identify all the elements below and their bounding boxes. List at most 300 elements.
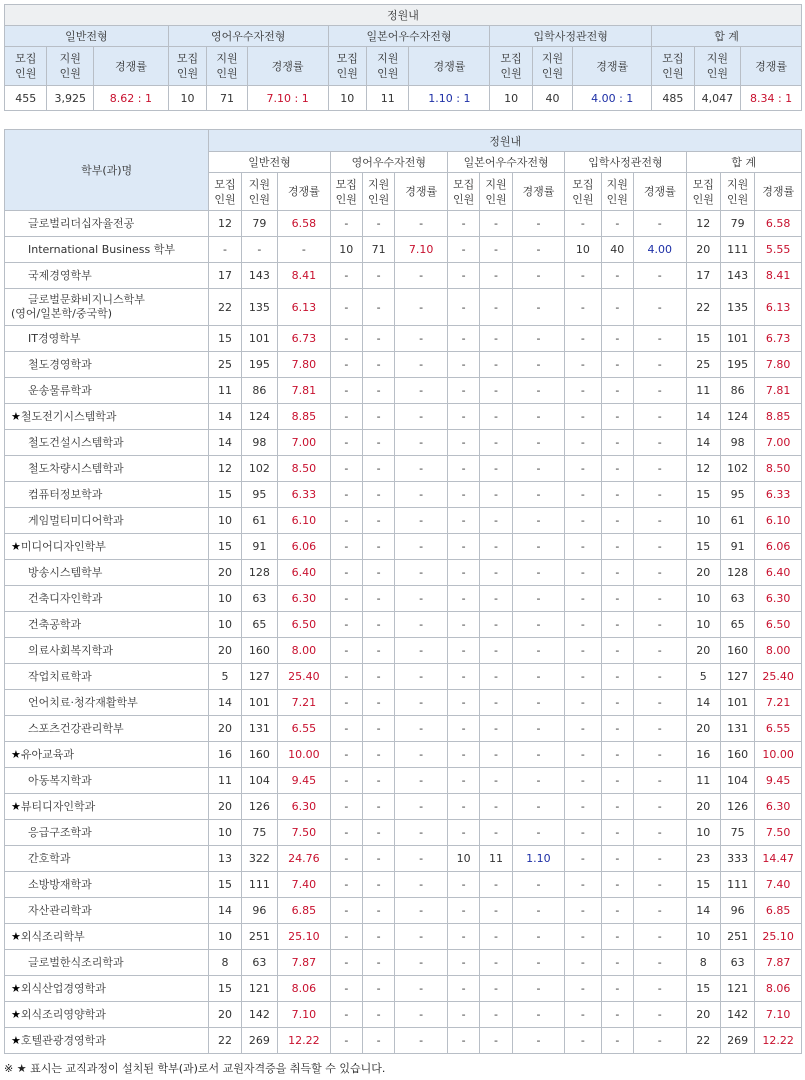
data-cell: - <box>480 820 512 846</box>
data-cell: 14 <box>209 690 241 716</box>
data-cell: - <box>480 430 512 456</box>
data-cell: - <box>512 742 565 768</box>
data-cell: - <box>633 716 686 742</box>
data-cell: - <box>362 820 394 846</box>
data-cell: 160 <box>241 742 277 768</box>
data-cell: - <box>447 924 479 950</box>
data-cell: - <box>395 820 448 846</box>
data-cell: 14 <box>686 690 720 716</box>
data-cell: 5.55 <box>755 237 802 263</box>
data-cell: - <box>395 534 448 560</box>
summary-col-header: 모집 인원 <box>328 47 366 86</box>
data-cell: - <box>395 263 448 289</box>
data-cell: - <box>362 898 394 924</box>
data-cell: 322 <box>241 846 277 872</box>
data-cell: - <box>395 690 448 716</box>
data-cell: - <box>633 560 686 586</box>
data-cell: 6.13 <box>755 289 802 326</box>
data-cell: - <box>330 534 362 560</box>
table-row <box>5 690 802 716</box>
data-cell: - <box>447 898 479 924</box>
data-cell: - <box>480 326 512 352</box>
data-cell: 6.85 <box>278 898 331 924</box>
table-row <box>5 430 802 456</box>
data-cell: - <box>480 404 512 430</box>
data-cell: - <box>330 690 362 716</box>
data-cell: 6.73 <box>278 326 331 352</box>
data-cell: 75 <box>720 820 754 846</box>
data-cell: - <box>447 211 479 237</box>
data-cell: 24.76 <box>278 846 331 872</box>
data-cell: 11 <box>209 378 241 404</box>
data-cell: - <box>601 716 633 742</box>
summary-recruit-cell: 10 <box>168 86 206 111</box>
dept-name-cell: ★외식산업경영학과 <box>5 976 209 1002</box>
detail-title: 정원내 <box>209 130 802 152</box>
data-cell: - <box>480 898 512 924</box>
data-cell: 8 <box>209 950 241 976</box>
data-cell: - <box>330 404 362 430</box>
data-cell: 10 <box>686 508 720 534</box>
data-cell: 160 <box>241 638 277 664</box>
data-cell: - <box>512 768 565 794</box>
data-cell: - <box>601 404 633 430</box>
data-cell: - <box>447 534 479 560</box>
data-cell: 10 <box>330 237 362 263</box>
data-cell: - <box>633 950 686 976</box>
detail-group-header: 일반전형 <box>209 152 330 173</box>
data-cell: - <box>447 482 479 508</box>
data-cell: - <box>362 263 394 289</box>
data-cell: - <box>565 1002 601 1028</box>
data-cell: - <box>480 716 512 742</box>
data-cell: - <box>565 211 601 237</box>
data-cell: - <box>601 846 633 872</box>
data-cell: - <box>601 352 633 378</box>
data-cell: 14.47 <box>755 846 802 872</box>
data-cell: - <box>362 638 394 664</box>
data-cell: 251 <box>241 924 277 950</box>
data-cell: - <box>633 404 686 430</box>
dept-header: 학부(과)명 <box>5 130 209 211</box>
data-cell: - <box>601 378 633 404</box>
data-cell: - <box>601 924 633 950</box>
data-cell: - <box>395 612 448 638</box>
data-cell: 9.45 <box>755 768 802 794</box>
data-cell: - <box>565 950 601 976</box>
data-cell: - <box>362 482 394 508</box>
star-icon: ★ <box>11 1033 21 1047</box>
data-cell: - <box>330 326 362 352</box>
data-cell: - <box>480 378 512 404</box>
table-row <box>5 289 802 326</box>
summary-col-header: 지원 인원 <box>207 47 247 86</box>
data-cell: 6.10 <box>278 508 331 534</box>
data-cell: 8.06 <box>755 976 802 1002</box>
data-cell: 11 <box>209 768 241 794</box>
data-cell: - <box>512 352 565 378</box>
data-cell: 14 <box>209 898 241 924</box>
data-cell: - <box>601 586 633 612</box>
data-cell: 4.00 <box>633 237 686 263</box>
data-cell: - <box>447 237 479 263</box>
table-row <box>5 950 802 976</box>
data-cell: - <box>633 508 686 534</box>
data-cell: 127 <box>241 664 277 690</box>
data-cell: 91 <box>241 534 277 560</box>
data-cell: - <box>447 1002 479 1028</box>
data-cell: - <box>480 768 512 794</box>
data-cell: - <box>480 924 512 950</box>
data-cell: - <box>512 378 565 404</box>
data-cell: 11 <box>686 378 720 404</box>
data-cell: 195 <box>720 352 754 378</box>
data-cell: 101 <box>241 690 277 716</box>
detail-group-header: 입학사정관전형 <box>565 152 686 173</box>
data-cell: 10 <box>565 237 601 263</box>
data-cell: 7.40 <box>755 872 802 898</box>
data-cell: - <box>565 664 601 690</box>
data-cell: 10 <box>686 924 720 950</box>
data-cell: - <box>362 430 394 456</box>
data-cell: 104 <box>241 768 277 794</box>
data-cell: - <box>447 404 479 430</box>
data-cell: 75 <box>241 820 277 846</box>
data-cell: - <box>565 976 601 1002</box>
data-cell: - <box>480 794 512 820</box>
table-row <box>5 742 802 768</box>
data-cell: - <box>565 560 601 586</box>
data-cell: - <box>565 638 601 664</box>
data-cell: 160 <box>720 742 754 768</box>
data-cell: 10 <box>686 586 720 612</box>
data-cell: 23 <box>686 846 720 872</box>
data-cell: - <box>241 237 277 263</box>
data-cell: 15 <box>686 976 720 1002</box>
data-cell: 65 <box>241 612 277 638</box>
data-cell: - <box>512 560 565 586</box>
data-cell: - <box>447 950 479 976</box>
data-cell: - <box>330 976 362 1002</box>
data-cell: 16 <box>209 742 241 768</box>
dept-name-cell: 건축공학과 <box>5 612 209 638</box>
data-cell: - <box>565 534 601 560</box>
data-cell: 20 <box>686 638 720 664</box>
data-cell: - <box>447 638 479 664</box>
data-cell: - <box>395 1028 448 1054</box>
detail-col-header: 지원 인원 <box>601 173 633 211</box>
data-cell: - <box>330 742 362 768</box>
data-cell: - <box>601 898 633 924</box>
data-cell: 14 <box>209 404 241 430</box>
data-cell: - <box>362 690 394 716</box>
data-cell: - <box>362 211 394 237</box>
footnote: ※ ★ 표시는 교직과정이 설치된 학부(과)로서 교원자격증을 취득할 수 있습니다. <box>4 1062 386 1075</box>
data-cell: 8.41 <box>755 263 802 289</box>
data-cell: - <box>601 1028 633 1054</box>
data-cell: - <box>601 326 633 352</box>
dept-name-cell: 아동복지학과 <box>5 768 209 794</box>
dept-name-cell: 건축디자인학과 <box>5 586 209 612</box>
detail-col-header: 경쟁률 <box>755 173 802 211</box>
data-cell: - <box>330 794 362 820</box>
data-cell: 7.10 <box>278 1002 331 1028</box>
data-cell: - <box>395 211 448 237</box>
data-cell: - <box>447 352 479 378</box>
detail-group-header: 영어우수자전형 <box>330 152 447 173</box>
data-cell: - <box>447 430 479 456</box>
data-cell: 15 <box>209 534 241 560</box>
data-cell: - <box>330 820 362 846</box>
dept-name-cell: ★외식조리영양학과 <box>5 1002 209 1028</box>
table-row <box>5 560 802 586</box>
data-cell: - <box>601 664 633 690</box>
data-cell: - <box>480 1028 512 1054</box>
data-cell: 6.10 <box>755 508 802 534</box>
data-cell: - <box>633 482 686 508</box>
data-cell: - <box>512 794 565 820</box>
data-cell: - <box>633 289 686 326</box>
data-cell: 15 <box>686 326 720 352</box>
data-cell: 17 <box>209 263 241 289</box>
data-cell: 124 <box>241 404 277 430</box>
data-cell: - <box>447 289 479 326</box>
data-cell: - <box>330 716 362 742</box>
data-cell: - <box>512 237 565 263</box>
star-icon: ★ <box>11 981 21 995</box>
data-cell: 143 <box>720 263 754 289</box>
summary-ratio-cell: 4.00 : 1 <box>573 86 652 111</box>
dept-name-cell: 철도차량시스템학과 <box>5 456 209 482</box>
data-cell: - <box>362 1028 394 1054</box>
data-cell: - <box>601 482 633 508</box>
data-cell: - <box>601 289 633 326</box>
data-cell: - <box>565 742 601 768</box>
data-cell: 126 <box>241 794 277 820</box>
dept-name-cell: ★호텔관광경영학과 <box>5 1028 209 1054</box>
data-cell: - <box>601 976 633 1002</box>
data-cell: - <box>395 924 448 950</box>
data-cell: - <box>330 482 362 508</box>
data-cell: 20 <box>209 794 241 820</box>
data-cell: 20 <box>686 237 720 263</box>
data-cell: 7.10 <box>755 1002 802 1028</box>
data-cell: 25 <box>209 352 241 378</box>
data-cell: - <box>362 872 394 898</box>
data-cell: 7.00 <box>755 430 802 456</box>
data-cell: - <box>480 289 512 326</box>
data-cell: 25.10 <box>755 924 802 950</box>
data-cell: - <box>512 820 565 846</box>
data-cell: - <box>330 263 362 289</box>
data-cell: - <box>512 289 565 326</box>
table-row <box>5 263 802 289</box>
data-cell: - <box>330 378 362 404</box>
data-cell: - <box>395 976 448 1002</box>
data-cell: 71 <box>362 237 394 263</box>
data-cell: - <box>633 586 686 612</box>
dept-name-cell: 스포츠건강관리학부 <box>5 716 209 742</box>
data-cell: - <box>633 690 686 716</box>
data-cell: - <box>330 846 362 872</box>
data-cell: - <box>362 768 394 794</box>
data-cell: - <box>633 612 686 638</box>
data-cell: - <box>512 482 565 508</box>
data-cell: - <box>447 820 479 846</box>
data-cell: 40 <box>601 237 633 263</box>
data-cell: - <box>330 612 362 638</box>
data-cell: 111 <box>720 237 754 263</box>
data-cell: 135 <box>241 289 277 326</box>
data-cell: - <box>480 237 512 263</box>
data-cell: - <box>601 794 633 820</box>
data-cell: - <box>362 664 394 690</box>
data-cell: - <box>480 263 512 289</box>
summary-group-header: 입학사정관전형 <box>490 26 652 47</box>
data-cell: 79 <box>241 211 277 237</box>
data-cell: - <box>330 638 362 664</box>
data-cell: 86 <box>241 378 277 404</box>
data-cell: 20 <box>686 716 720 742</box>
data-cell: - <box>362 378 394 404</box>
summary-col-header: 지원 인원 <box>694 47 741 86</box>
data-cell: - <box>601 508 633 534</box>
data-cell: 6.50 <box>278 612 331 638</box>
data-cell: - <box>330 872 362 898</box>
dept-name-cell: International Business 학부 <box>5 237 209 263</box>
data-cell: 25.10 <box>278 924 331 950</box>
data-cell: - <box>330 211 362 237</box>
data-cell: 6.40 <box>755 560 802 586</box>
data-cell: 7.80 <box>278 352 331 378</box>
table-row <box>5 1002 802 1028</box>
data-cell: - <box>512 1002 565 1028</box>
detail-col-header: 지원 인원 <box>720 173 754 211</box>
summary-ratio-cell: 7.10 : 1 <box>247 86 328 111</box>
data-cell: 14 <box>686 898 720 924</box>
detail-col-header: 모집 인원 <box>565 173 601 211</box>
data-cell: 127 <box>720 664 754 690</box>
detail-col-header: 지원 인원 <box>480 173 512 211</box>
data-cell: 14 <box>686 404 720 430</box>
detail-col-header: 모집 인원 <box>330 173 362 211</box>
data-cell: - <box>447 378 479 404</box>
data-cell: 63 <box>241 586 277 612</box>
data-cell: - <box>633 768 686 794</box>
data-cell: - <box>601 534 633 560</box>
dept-name-cell: 소방방재학과 <box>5 872 209 898</box>
data-cell: - <box>330 1028 362 1054</box>
dept-name-cell: 방송시스템학부 <box>5 560 209 586</box>
data-cell: 25.40 <box>278 664 331 690</box>
data-cell: 195 <box>241 352 277 378</box>
data-cell: - <box>512 211 565 237</box>
summary-col-header: 지원 인원 <box>532 47 572 86</box>
data-cell: 160 <box>720 638 754 664</box>
data-cell: - <box>633 430 686 456</box>
data-cell: - <box>447 586 479 612</box>
data-cell: - <box>512 263 565 289</box>
data-cell: 10 <box>686 612 720 638</box>
data-cell: 6.58 <box>755 211 802 237</box>
data-cell: - <box>480 211 512 237</box>
data-cell: - <box>362 508 394 534</box>
data-cell: 128 <box>720 560 754 586</box>
star-icon: ★ <box>11 799 21 813</box>
summary-col-header: 지원 인원 <box>366 47 408 86</box>
table-row <box>5 664 802 690</box>
data-cell: - <box>565 430 601 456</box>
data-cell: 98 <box>720 430 754 456</box>
data-cell: 7.40 <box>278 872 331 898</box>
dept-name-cell: 국제경영학부 <box>5 263 209 289</box>
data-cell: 10 <box>209 924 241 950</box>
data-cell: - <box>447 664 479 690</box>
data-cell: - <box>480 560 512 586</box>
data-cell: 6.33 <box>278 482 331 508</box>
detail-col-header: 모집 인원 <box>686 173 720 211</box>
data-cell: - <box>565 898 601 924</box>
data-cell: - <box>395 456 448 482</box>
data-cell: - <box>395 716 448 742</box>
summary-col-header: 경쟁률 <box>741 47 802 86</box>
data-cell: - <box>601 1002 633 1028</box>
data-cell: - <box>330 352 362 378</box>
data-cell: - <box>330 924 362 950</box>
data-cell: 135 <box>720 289 754 326</box>
data-cell: - <box>447 872 479 898</box>
table-row <box>5 976 802 1002</box>
data-cell: - <box>362 404 394 430</box>
data-cell: - <box>447 560 479 586</box>
data-cell: - <box>601 456 633 482</box>
data-cell: - <box>330 1002 362 1028</box>
table-row <box>5 820 802 846</box>
data-cell: - <box>362 612 394 638</box>
dept-name-cell: 게임멀티미디어학과 <box>5 508 209 534</box>
table-row <box>5 846 802 872</box>
table-row <box>5 794 802 820</box>
data-cell: 20 <box>686 1002 720 1028</box>
summary-ratio-cell: 8.62 : 1 <box>93 86 168 111</box>
data-cell: 7.10 <box>395 237 448 263</box>
data-cell: - <box>395 482 448 508</box>
summary-group-header: 합 계 <box>652 26 802 47</box>
data-cell: 124 <box>720 404 754 430</box>
data-cell: - <box>209 237 241 263</box>
dept-name-cell: 운송물류학과 <box>5 378 209 404</box>
data-cell: - <box>633 638 686 664</box>
data-cell: 143 <box>241 263 277 289</box>
data-cell: - <box>480 950 512 976</box>
data-cell: - <box>395 768 448 794</box>
summary-ratio-cell: 8.34 : 1 <box>741 86 802 111</box>
data-cell: - <box>447 716 479 742</box>
summary-col-header: 경쟁률 <box>409 47 490 86</box>
summary-recruit-cell: 455 <box>5 86 47 111</box>
data-cell: 8.00 <box>755 638 802 664</box>
summary-table <box>4 4 802 111</box>
dept-name-cell: 글로벌리더십자율전공 <box>5 211 209 237</box>
table-row <box>5 211 802 237</box>
data-cell: 6.50 <box>755 612 802 638</box>
data-cell: 1.10 <box>512 846 565 872</box>
data-cell: - <box>278 237 331 263</box>
data-cell: 8.85 <box>755 404 802 430</box>
data-cell: 96 <box>241 898 277 924</box>
data-cell: 121 <box>720 976 754 1002</box>
data-cell: - <box>633 326 686 352</box>
